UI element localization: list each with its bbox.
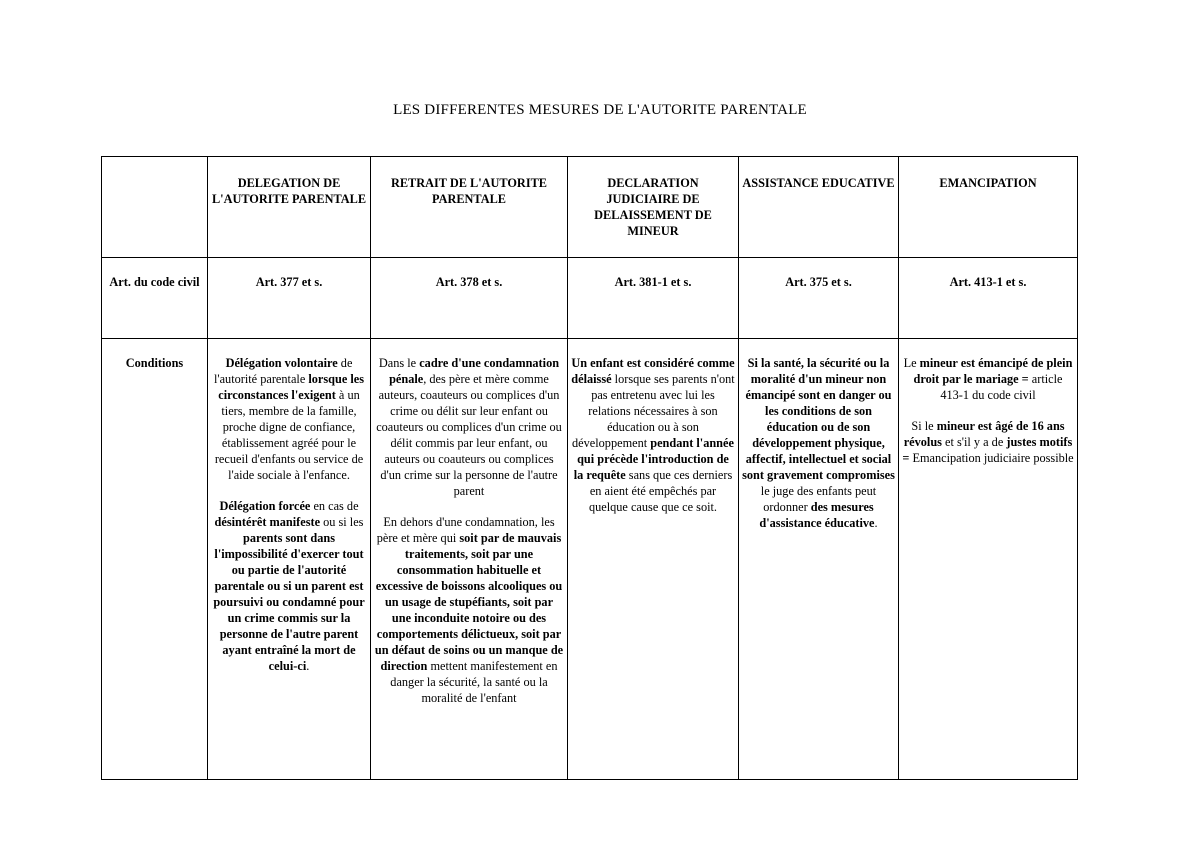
conditions-retrait <box>371 339 568 780</box>
text-segment: en cas de <box>310 499 359 513</box>
text-segment: Dans le <box>378 356 420 370</box>
header-retrait: RETRAIT DE L'AUTORITE PARENTALE <box>371 157 568 258</box>
article-retrait: Art. 378 et s. <box>371 258 568 339</box>
emancipation-mariage-text <box>902 355 1074 403</box>
bold-segment: mineur est âgé de 16 ans révolus <box>903 419 1065 449</box>
article-delaissement: Art. 381-1 et s. <box>568 258 739 339</box>
conditions-delaissement <box>568 339 739 780</box>
delegation-forcee-text <box>211 498 367 674</box>
bold-segment: désintérêt manifeste <box>214 515 321 529</box>
header-assistance: ASSISTANCE EDUCATIVE <box>739 157 899 258</box>
bold-segment: lorsque les circonstances l'exigent <box>218 372 365 402</box>
bold-segment: pendant l'année qui précède l'introduction de la requête <box>573 436 734 482</box>
header-cell-empty <box>102 157 208 258</box>
delegation-volontaire-text <box>211 355 367 483</box>
text-segment: . <box>306 659 310 673</box>
assistance-text <box>742 355 895 531</box>
conditions-delegation <box>208 339 371 780</box>
bold-segment: des mesures d'assistance éducative <box>759 500 875 530</box>
text-segment: . <box>874 516 878 530</box>
article-emancipation: Art. 413-1 et s. <box>899 258 1078 339</box>
emancipation-judiciaire-text <box>902 418 1074 466</box>
header-emancipation: EMANCIPATION <box>899 157 1078 258</box>
article-assistance: Art. 375 et s. <box>739 258 899 339</box>
bold-segment: Délégation volontaire <box>225 356 338 370</box>
delaissement-text <box>571 355 735 515</box>
articles-row <box>102 258 1078 339</box>
text-segment: , des père et mère comme auteurs, coauteurs ou complices d'un crime ou délit sur leur enfant ou coauteurs ou complices d'un crime ou délit commis par leur enfant, ou auteurs ou coauteurs ou complices d'un crime sur la personne de l'autre parent <box>376 372 562 498</box>
text-segment: sans que ces derniers en aient été empêchés par quelque cause que ce soit. <box>588 468 733 514</box>
bold-segment: justes motifs = <box>902 435 1073 465</box>
text-segment: article 413-1 du code civil <box>940 372 1063 402</box>
text-segment: lorsque ses parents n'ont pas entretenu avec lui les relations nécessaires à son éducation ou à son développement <box>572 372 735 450</box>
bold-segment: soit par de mauvais traitements, soit par une consommation habituelle et excessive de boissons alcooliques ou un usage de stupéfiants, soit par une inconduite notoire ou des comportements délictueux, soit par un défaut de soins ou un manque de direction <box>374 531 564 673</box>
retrait-penal-text <box>374 355 564 499</box>
text-segment: le juge des enfants peut ordonner <box>760 484 877 514</box>
bold-segment: Si la santé, la sécurité ou la moralité d'un mineur non émancipé sont en danger ou les conditions de son éducation ou de son développement physique, affectif, intellectuel et social sont gravement compromises <box>742 356 895 482</box>
text-segment: ou si les <box>320 515 364 529</box>
text-segment: à un tiers, membre de la famille, proche digne de confiance, établissement agréé pour le recueil d'enfants ou service de l'aide sociale à l'enfance. <box>214 388 364 482</box>
page-title: LES DIFFERENTES MESURES DE L'AUTORITE PARENTALE <box>393 102 807 118</box>
text-segment: Emancipation judiciaire possible <box>909 451 1074 465</box>
bold-segment: parents sont dans l'impossibilité d'exercer tout ou partie de l'autorité parentale ou si un parent est poursuivi ou condamné pour un crime commis sur la personne de l'autre parent ayant entraîné la mort de celui-ci <box>213 531 365 673</box>
text-segment: En dehors d'une condamnation, les père et mère qui <box>376 515 555 545</box>
conditions-emancipation <box>899 339 1078 780</box>
retrait-hors-condamnation-text <box>374 514 564 706</box>
text-segment: et s'il y a de <box>941 435 1007 449</box>
header-row <box>102 157 1078 258</box>
header-delegation: DELEGATION DE L'AUTORITE PARENTALE <box>208 157 371 258</box>
bold-segment: mineur est émancipé de plein droit par le mariage = <box>913 356 1073 386</box>
text-segment: de l'autorité parentale <box>213 356 353 386</box>
bold-segment: Un enfant est considéré comme délaissé <box>571 356 735 386</box>
header-delaissement: DECLARATION JUDICIAIRE DE DELAISSEMENT DE MINEUR <box>568 157 739 258</box>
bold-segment: Délégation forcée <box>219 499 311 513</box>
text-segment: Le <box>903 356 920 370</box>
conditions-row-label: Conditions <box>102 339 208 780</box>
text-segment: mettent manifestement en danger la sécurité, la santé ou la moralité de l'enfant <box>390 659 558 705</box>
articles-row-label: Art. du code civil <box>102 258 208 339</box>
conditions-row <box>102 339 1078 780</box>
measures-table <box>101 156 1078 780</box>
conditions-assistance <box>739 339 899 780</box>
text-segment: Si le <box>911 419 937 433</box>
article-delegation: Art. 377 et s. <box>208 258 371 339</box>
bold-segment: cadre d'une condamnation pénale <box>389 356 560 386</box>
